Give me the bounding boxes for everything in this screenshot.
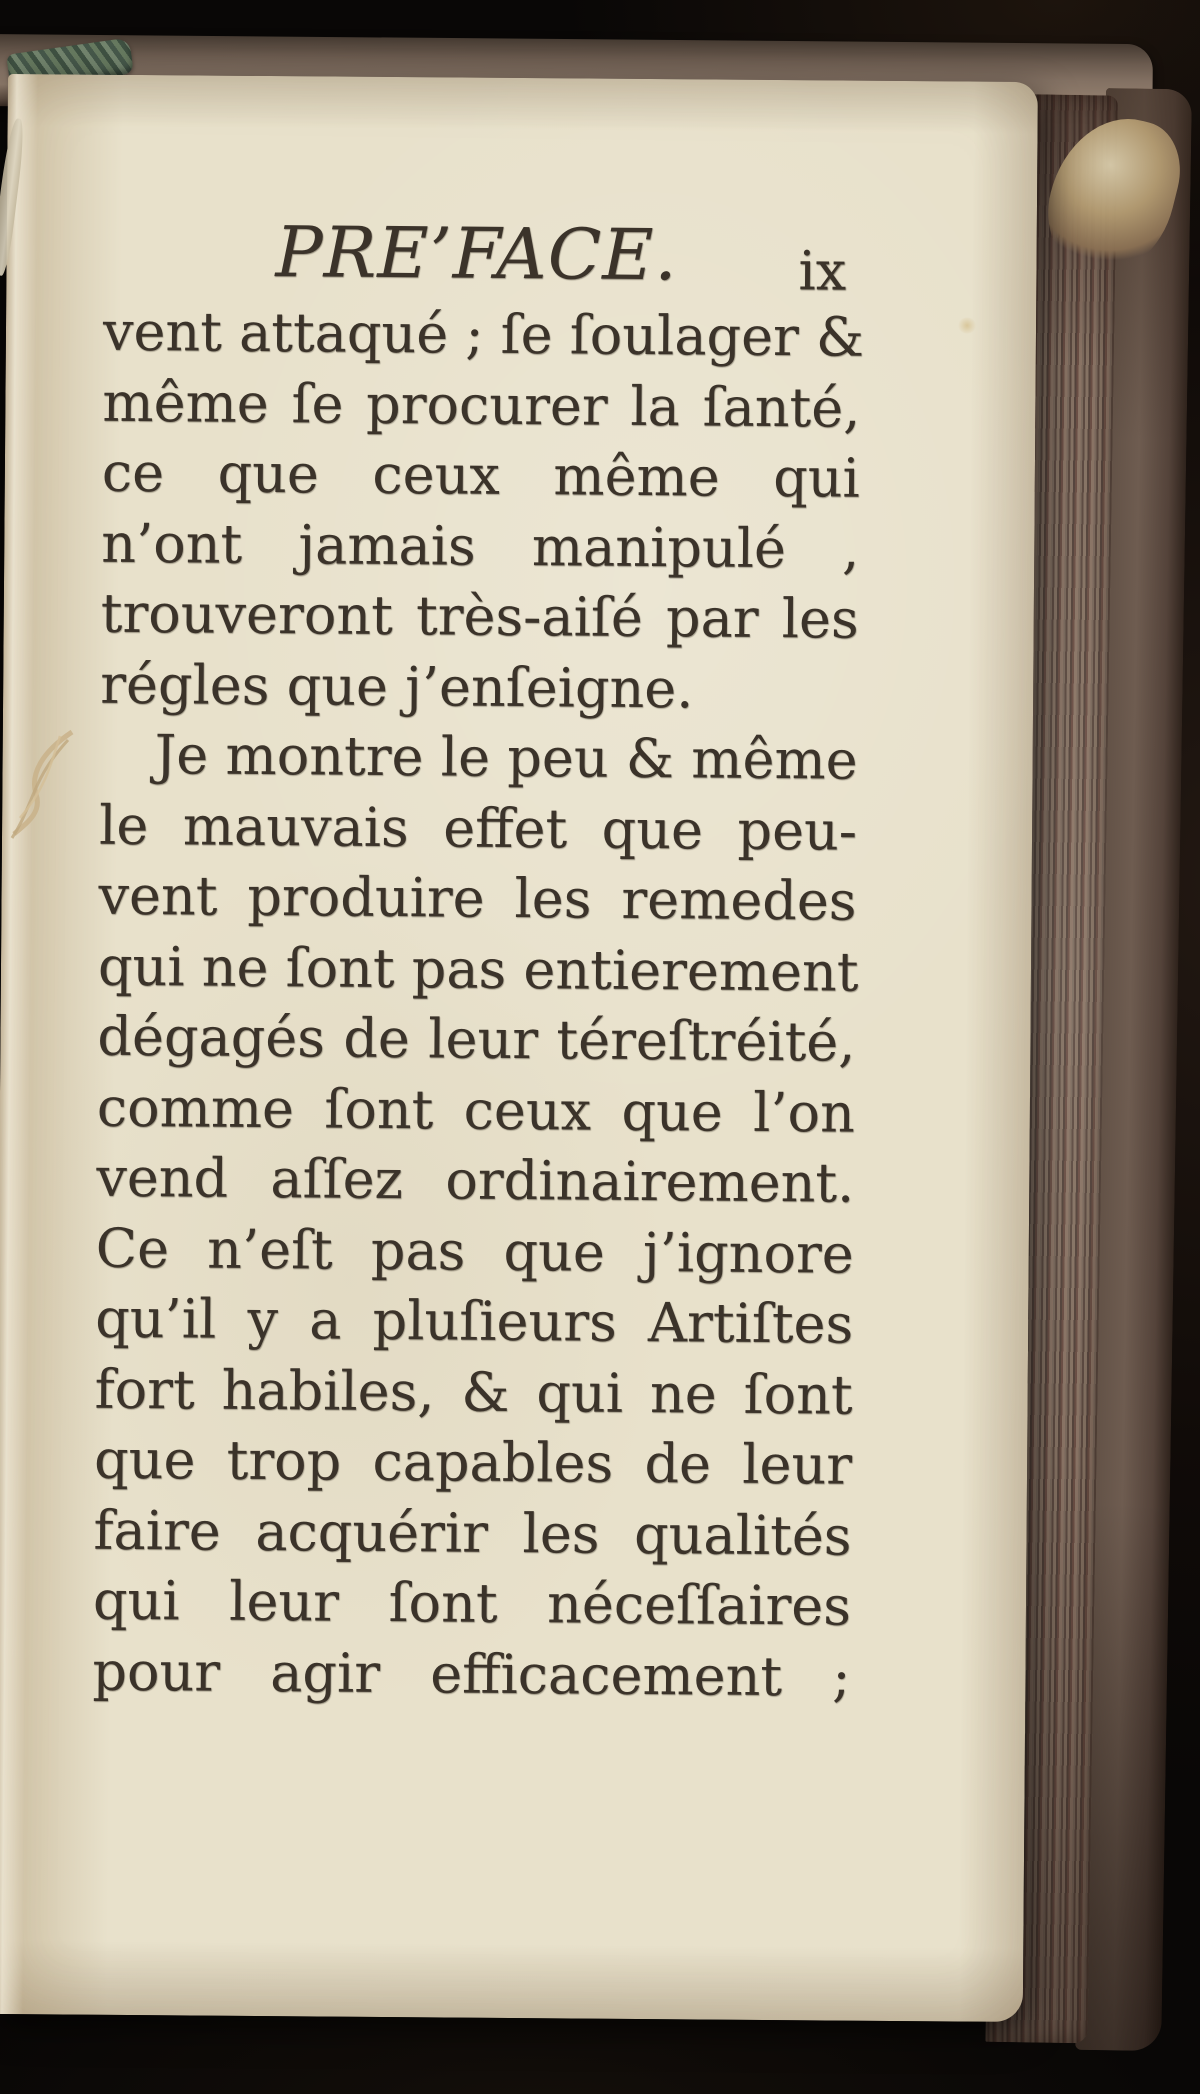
text-line: vend aſſez ordinairement. [96, 1145, 855, 1215]
text-line: qu’il y a pluſieurs Artiſtes [94, 1286, 854, 1356]
text-line: faire acquérir les qualités [93, 1498, 852, 1568]
page-number: ix [798, 239, 847, 303]
text-line: vent attaqué ; ſe ſoulager & [102, 299, 865, 369]
thread-tassel [6, 724, 96, 844]
text-line: fort habiles, & qui ne ſont [94, 1357, 853, 1427]
text-line: Je montre le peu & même [154, 723, 858, 792]
text-line: ce que ceux même qui [101, 440, 861, 510]
preface-title: PRE’FACE. [275, 211, 679, 297]
text-lines [92, 297, 865, 1713]
page-header [103, 211, 862, 303]
text-line: pour agir efficacement ; [92, 1639, 851, 1709]
text-line: qui ne ſont pas entierement [97, 934, 859, 1004]
book-page [0, 74, 1038, 2022]
text-line: Ce n’eſt pas que j’ignore [95, 1216, 855, 1286]
text-line: le mauvais effet que peu- [98, 793, 858, 863]
text-line: régles que j’enſeigne. [99, 652, 694, 720]
text-line: même ſe procurer la ſanté, [102, 370, 861, 440]
text-line: dégagés de leur téreſtréité, [97, 1004, 856, 1074]
page-text-block [92, 211, 865, 1713]
text-line: comme ſont ceux que l’on [96, 1075, 856, 1145]
text-line: vent produire les remedes [98, 863, 857, 933]
page-stain [958, 317, 976, 333]
text-line: trouveront très-aiſé par les [100, 581, 859, 651]
text-line: n’ont jamais manipulé , [101, 511, 860, 581]
text-line: que trop capables de leur [93, 1427, 853, 1497]
text-line: qui leur ſont néceſſaires [92, 1568, 852, 1638]
